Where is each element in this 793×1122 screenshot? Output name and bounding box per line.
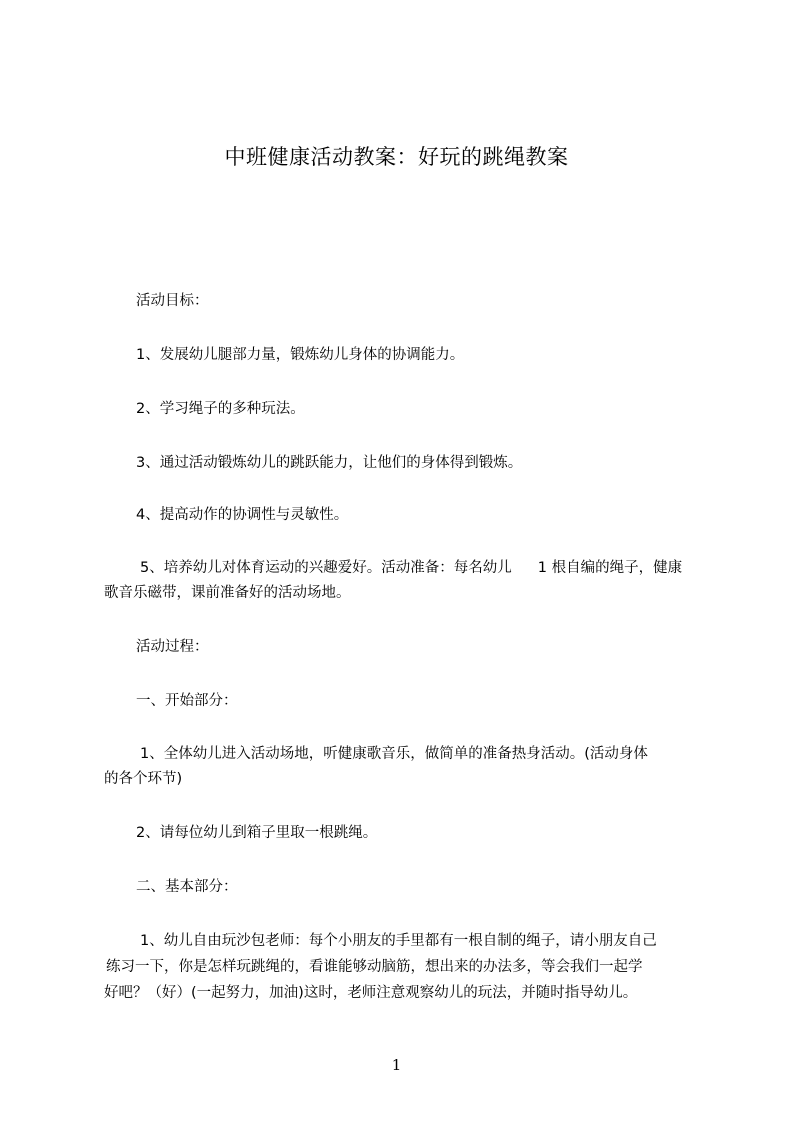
- goal-item-5-continuation: 歌音乐磁带，课前准备好的活动场地。: [104, 585, 351, 601]
- goal-item-5: [140, 557, 682, 579]
- goal-item-5-text: 5、培养幼儿对体育运动的兴趣爱好。活动准备：每名幼儿: [140, 560, 512, 576]
- start-item-2: 2、请每位幼儿到箱子里取一根跳绳。: [136, 825, 378, 841]
- section-heading-process: 活动过程：: [136, 639, 209, 655]
- basic-item-1-continuation-2: 好吧？（好）(一起努力，加油)这时，老师注意观察幼儿的玩法，并随时指导幼儿。: [104, 985, 638, 1001]
- start-item-1-continuation: 的各个环节): [104, 771, 183, 787]
- part-heading-basic: 二、基本部分：: [136, 879, 238, 895]
- goal-item-4: 4、提高动作的协调性与灵敏性。: [136, 507, 349, 523]
- section-heading-goals: 活动目标：: [136, 293, 209, 309]
- goal-item-3: 3、通过活动锻炼幼儿的跳跃能力，让他们的身体得到锻炼。: [136, 455, 523, 471]
- page-number: 1: [391, 1056, 402, 1074]
- start-item-1: 1、全体幼儿进入活动场地，听健康歌音乐，做简单的准备热身活动。(活动身体: [140, 746, 648, 762]
- goal-item-2: 2、学习绳子的多种玩法。: [136, 401, 305, 417]
- part-heading-start: 一、开始部分：: [136, 693, 238, 709]
- document-title: 中班健康活动教案：好玩的跳绳教案: [224, 145, 569, 169]
- basic-item-1: 1、幼儿自由玩沙包老师：每个小朋友的手里都有一根自制的绳子，请小朋友自己: [140, 933, 657, 949]
- goal-item-1: 1、发展幼儿腿部力量，锻炼幼儿身体的协调能力。: [136, 347, 465, 363]
- goal-item-5-text-cont: 1 根自编的绳子，健康: [537, 560, 683, 576]
- basic-item-1-continuation-1: 练习一下，你是怎样玩跳绳的，看谁能够动脑筋，想出来的办法多，等会我们一起学: [106, 959, 643, 975]
